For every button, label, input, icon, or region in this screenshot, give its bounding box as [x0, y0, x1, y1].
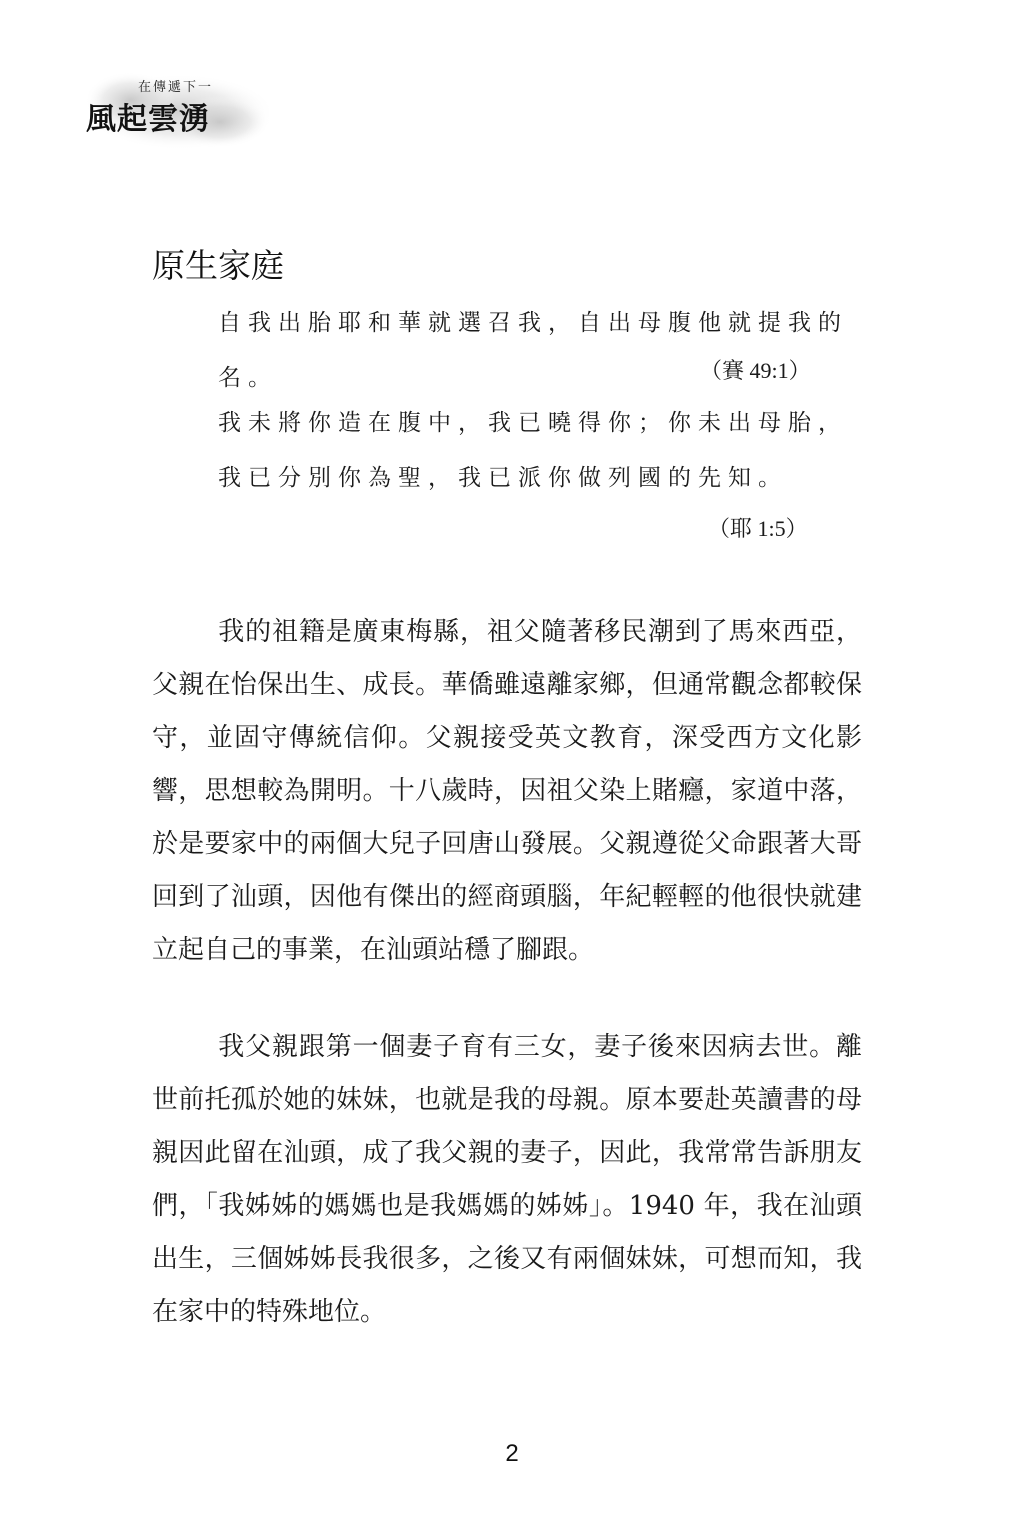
page-number: 2 [505, 1440, 519, 1467]
epigraph-reference: （耶 1:5） [708, 516, 808, 541]
section-title: 原生家庭 [152, 246, 284, 285]
epigraph-reference: （賽 49:1） [700, 358, 811, 383]
body-paragraph: 我父親跟第一個妻子育有三女，妻子後來因病去世。離世前托孤於她的妹妹，也就是我的母親。原本要赴英讀書的母親因此留在汕頭，成了我父親的妻子，因此，我常常告訴朋友們，「我姊姊的媽媽也是我媽媽的姊姊」。1940 年，我在汕頭出生，三個姊姊長我很多，之後又有兩個妹妹，可想而知，我在家中的特殊地位。 [152, 1032, 862, 1327]
epigraph-text: 自我出胎耶和華就選召我，自出母腹他就提我的名。 [218, 310, 848, 391]
epigraph-text: 我未將你造在腹中，我已曉得你；你未出母胎，我已分別你為聖，我已派你做列國的先知。 [218, 410, 848, 491]
logo-title: 風起雲湧 [86, 102, 210, 137]
body-paragraph: 我的祖籍是廣東梅縣，祖父隨著移民潮到了馬來西亞，父親在怡保出生、成長。華僑雖遠離家鄉，但通常觀念都較保守，並固守傳統信仰。父親接受英文教育，深受西方文化影響，思想較為開明。十八歲時，因祖父染上賭癮，家道中落，於是要家中的兩個大兒子回唐山發展。父親遵從父命跟著大哥回到了汕頭，因他有傑出的經商頭腦，年紀輕輕的他很快就建立起自己的事業，在汕頭站穩了腳跟。 [152, 617, 862, 965]
logo-subtitle: 在傳遞下一 [138, 80, 214, 95]
